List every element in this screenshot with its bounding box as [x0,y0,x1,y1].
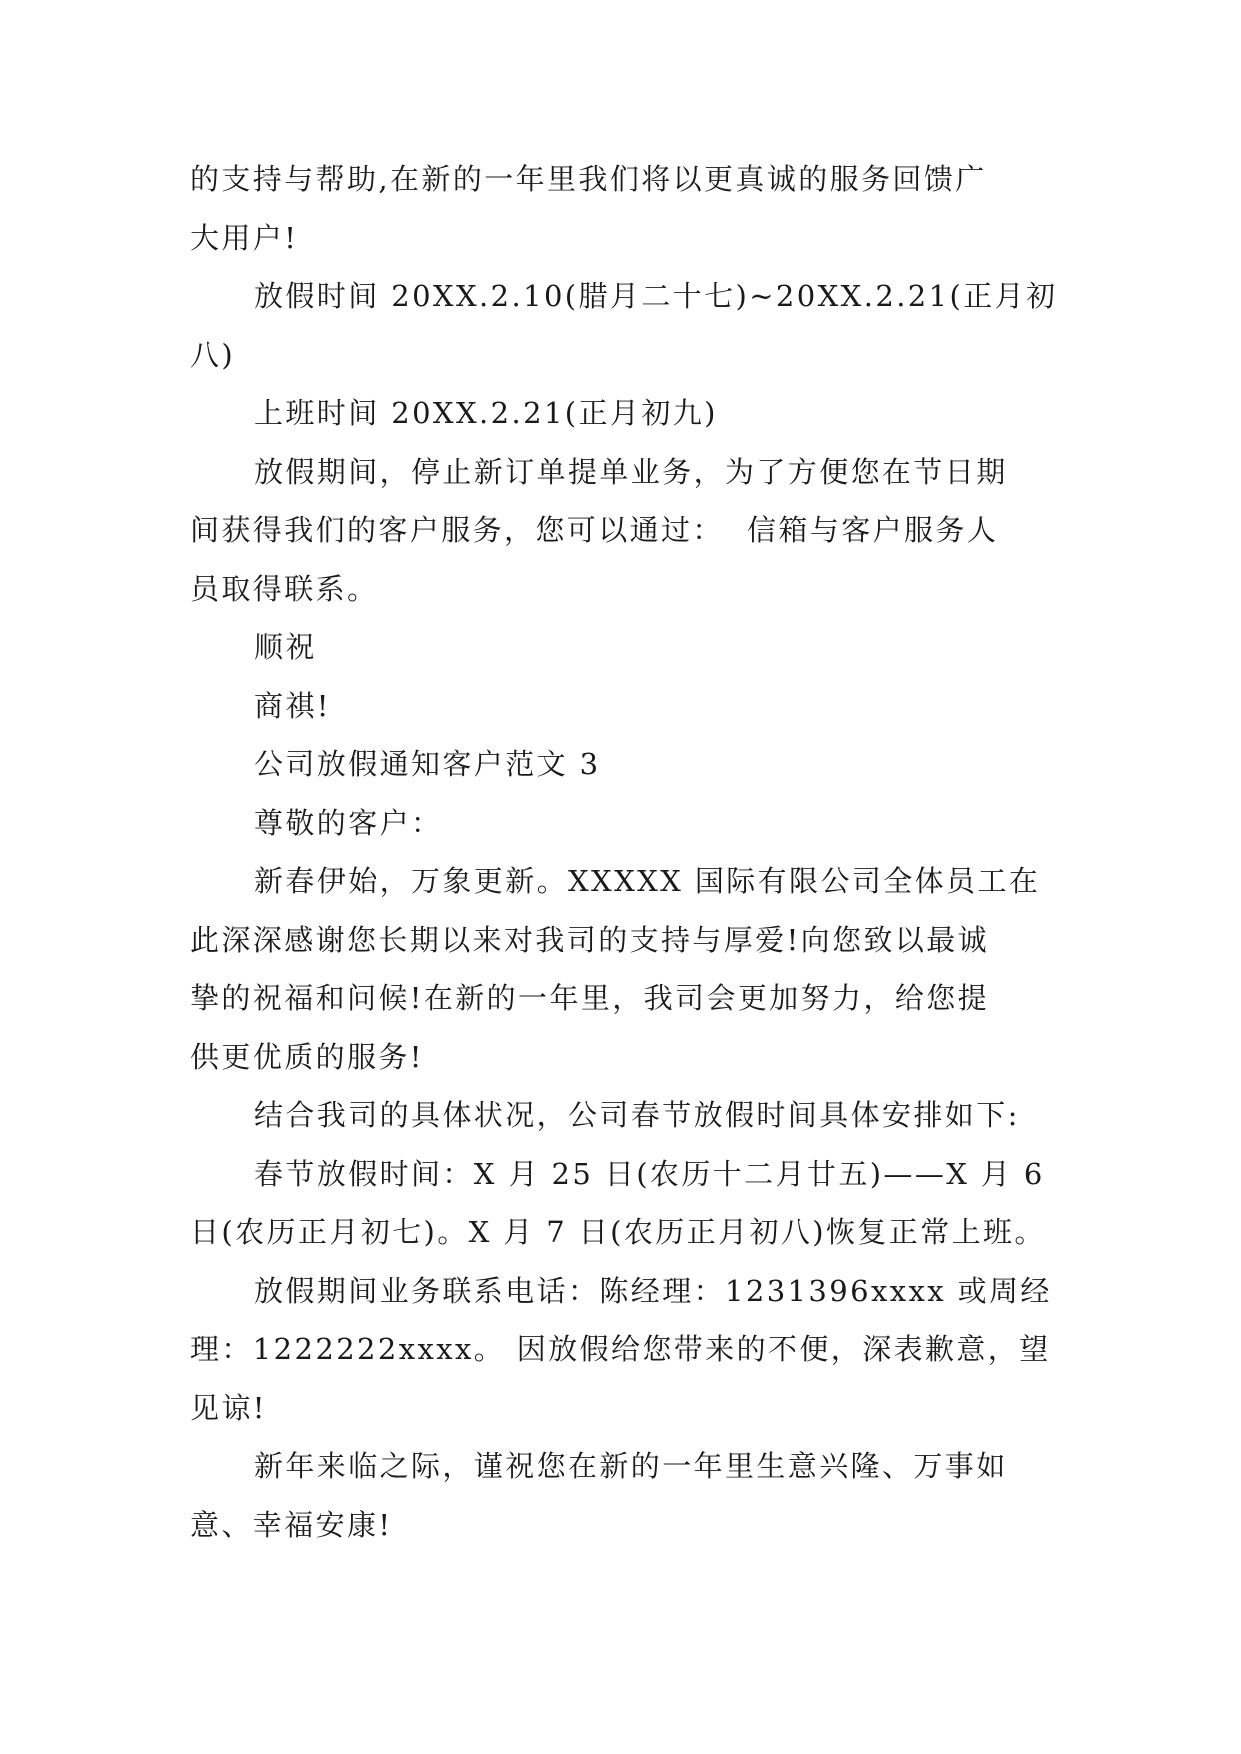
section-heading: 公司放假通知客户范文 3 [254,747,601,781]
holiday-schedule-line: 春节放假时间：X 月 25 日(农历十二月廿五)——X 月 6 [254,1156,1045,1191]
body-line: 八) [190,337,236,372]
body-line: 新年来临之际，谨祝您在新的一年里生意兴隆、万事如 [254,1449,1008,1483]
body-line: 挚的祝福和问候!在新的一年里，我司会更加努力，给您提 [190,981,990,1015]
closing-greeting: 顺祝 [254,630,317,664]
body-line: 供更优质的服务! [190,1039,424,1074]
body-line: 大用户! [190,220,299,255]
body-line: 理：1222222xxxx。 因放假给您带来的不便，深表歉意，望 [190,1332,1051,1366]
salutation: 尊敬的客户： [254,805,443,840]
body-line: 的支持与帮助,在新的一年里我们将以更真诚的服务回馈广 [190,162,987,196]
holiday-time-line: 放假时间 20XX.2.10(腊月二十七)~20XX.2.21(正月初 [254,279,1058,313]
body-line: 见谅! [190,1390,267,1425]
body-line: 放假期间，停止新订单提单业务，为了方便您在节日期 [254,454,1008,489]
closing-wish: 商祺! [254,688,331,723]
body-line: 新春伊始，万象更新。XXXXX 国际有限公司全体员工在 [254,864,1041,898]
document-body [190,150,1056,1554]
body-line: 员取得联系。 [190,571,379,606]
body-line: 意、幸福安康! [190,1507,393,1542]
body-line: 此深深感谢您长期以来对我司的支持与厚爱!向您致以最诚 [190,922,990,957]
work-resume-line: 上班时间 20XX.2.21(正月初九) [254,396,718,430]
body-line: 间获得我们的客户服务，您可以通过： 信箱与客户服务人 [190,513,999,547]
contact-line: 放假期间业务联系电话：陈经理：1231396xxxx 或周经 [254,1273,1052,1308]
body-line: 日(农历正月初七)。X 月 7 日(农历正月初八)恢复正常上班。 [190,1215,1046,1249]
body-line: 结合我司的具体状况，公司春节放假时间具体安排如下: [254,1098,1020,1132]
